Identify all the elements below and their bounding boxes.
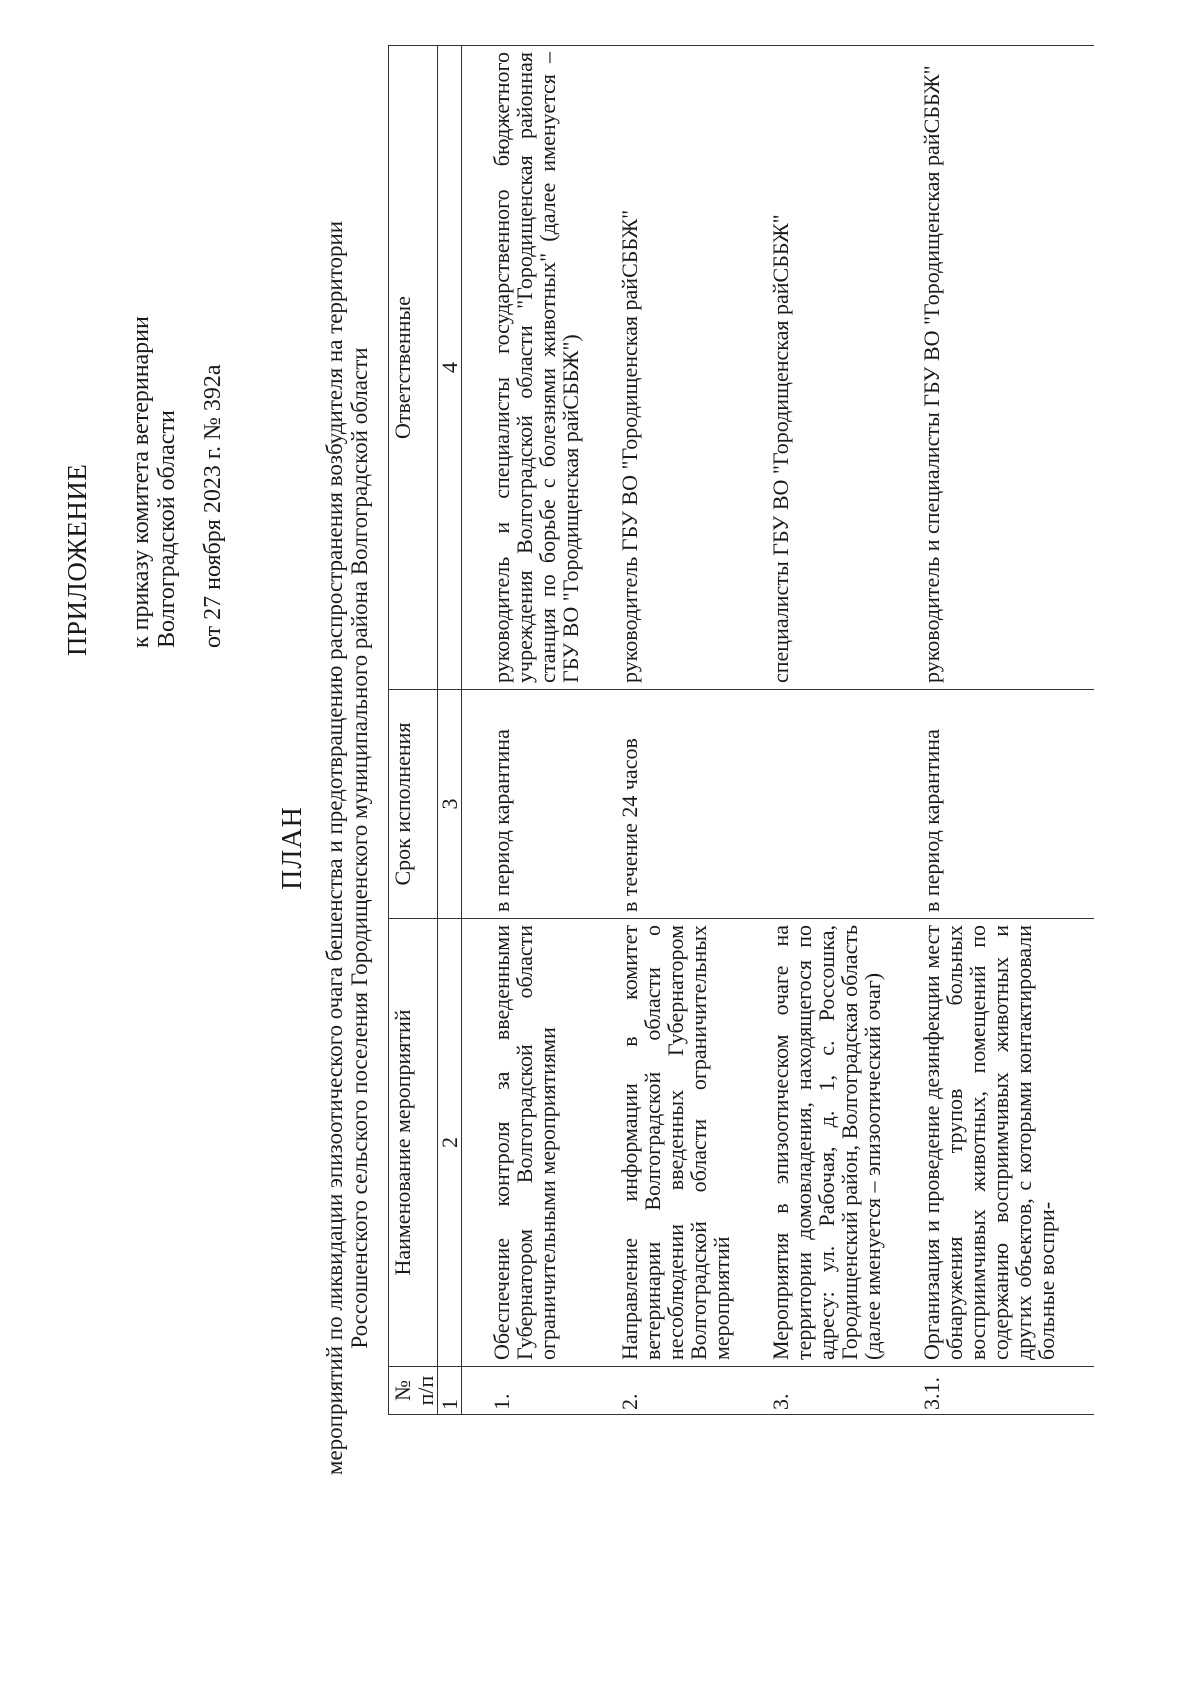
table-row — [462, 46, 619, 1415]
row-activity: Мероприятия в эпизоотическом очаге на территории домовладения, находящегося по адресу: ул. Рабочая, д. 1, с. Россошка, Городищенский район, Волгоградская область (далее именуется – эпизоотический очаг) — [769, 919, 920, 1367]
header-deadline: Срок исполнения — [389, 690, 438, 919]
header-activity: Наименование мероприятий — [389, 919, 438, 1367]
table-row — [618, 46, 769, 1415]
column-number: 2 — [438, 919, 462, 1367]
row-deadline — [769, 690, 920, 919]
plan-table — [388, 45, 1094, 1415]
table-header-row — [389, 46, 438, 1415]
row-activity: Обеспечение контроля за введенными Губернатором Волгоградской области ограничительными мероприятиями — [462, 919, 619, 1367]
header-number: № п/п — [389, 1367, 438, 1415]
row-responsible: руководитель и специалисты государственного бюджетного учреждения Волгоградской области "Городищенская районная станция по борьбе с болезнями животных" (далее именуется – ГБУ ВО "Городищенская райСББЖ") — [462, 46, 619, 690]
table-row — [920, 46, 1094, 1415]
order-date: от 27 ноября 2023 г. № 392а — [200, 364, 226, 648]
row-number: 3.1. — [920, 1367, 1094, 1415]
plan-subtitle: мероприятий по ликвидации эпизоотического очага бешенства и предотвращению распространения возбудителя на территории Россошенского сельского поселения Городищенского муниципального района Волгоградской области — [322, 220, 372, 1476]
row-activity: Организация и проведение дезинфекции мест обнаружения трупов больных восприимчивых животных, помещений по содержанию восприимчивых животных и других объектов, с которыми контактировали больные воспри- — [920, 919, 1094, 1367]
table-row — [769, 46, 920, 1415]
appendix-title: ПРИЛОЖЕНИЕ — [62, 463, 92, 656]
row-deadline: в период карантина — [462, 690, 619, 919]
row-responsible: руководитель и специалисты ГБУ ВО "Городищенская райСББЖ" — [920, 46, 1094, 690]
row-number: 1. — [462, 1367, 619, 1415]
column-number: 3 — [438, 690, 462, 919]
column-number-row — [438, 46, 462, 1415]
order-reference: к приказу комитета ветеринарии Волгоградской области — [128, 316, 180, 648]
row-deadline: в период карантина — [920, 690, 1094, 919]
row-responsible: руководитель ГБУ ВО "Городищенская райСББЖ" — [618, 46, 769, 690]
row-activity: Направление информации в комитет ветеринарии Волгоградской области о несоблюдении введенных Губернатором Волгоградской области ограничительных мероприятий — [618, 919, 769, 1367]
header-responsible: Ответственные — [389, 46, 438, 690]
row-number: 2. — [618, 1367, 769, 1415]
column-number: 4 — [438, 46, 462, 690]
row-responsible: специалисты ГБУ ВО "Городищенская райСББЖ" — [769, 46, 920, 690]
row-number: 3. — [769, 1367, 920, 1415]
row-deadline: в течение 24 часов — [618, 690, 769, 919]
plan-title: ПЛАН — [277, 806, 308, 890]
column-number: 1 — [438, 1367, 462, 1415]
